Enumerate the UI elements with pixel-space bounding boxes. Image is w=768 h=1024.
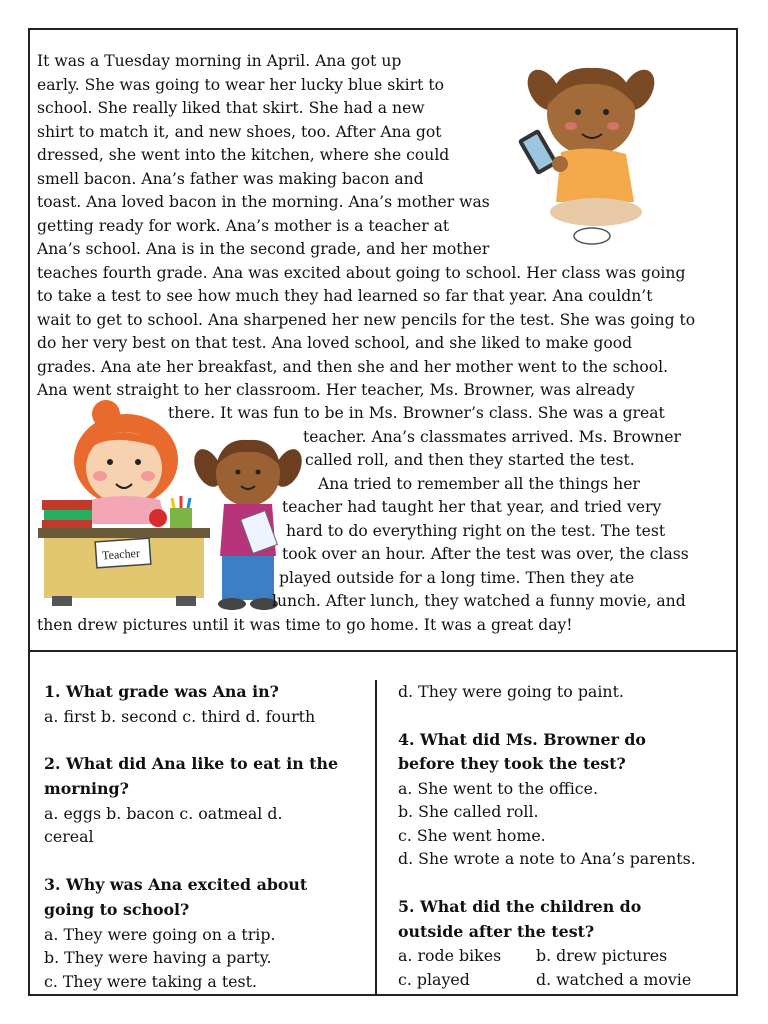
story-line: dressed, she went into the kitchen, where she could (37, 146, 450, 164)
question-3-option-b: b. They were having a party. (44, 948, 272, 967)
question-3-option-a: a. They were going on a trip. (44, 925, 276, 944)
story-line: took over an hour. After the test was over, the class (282, 545, 689, 563)
question-5-option-a: a. rode bikes (398, 946, 502, 965)
story-line: teacher had taught her that year, and tried very (282, 498, 662, 516)
question-3-option-c: c. They were taking a test. (44, 972, 257, 991)
question-5-option-d: d. watched a movie (536, 970, 692, 989)
story-line: then drew pictures until it was time to go home. It was a great day! (37, 616, 573, 634)
story-line: early. She was going to wear her lucky blue skirt to (37, 76, 444, 94)
story-line: school. She really liked that skirt. She had a new (37, 99, 425, 117)
question-4-option-b: b. She called roll. (398, 802, 539, 821)
story-line: to take a test to see how much they had learned so far that year. Ana couldn’t (37, 287, 653, 305)
question-5-cont: outside after the test? (398, 922, 595, 941)
story-line: shirt to match it, and new shoes, too. After Ana got (37, 123, 442, 141)
teacher-and-student-illustration (36, 400, 312, 612)
question-4-option-d: d. She wrote a note to Ana’s parents. (398, 849, 696, 868)
story-line: It was a Tuesday morning in April. Ana got up (37, 52, 402, 70)
story-line: smell bacon. Ana’s father was making bacon and (37, 170, 424, 188)
question-1-options: a. first b. second c. third d. fourth (44, 707, 316, 726)
girl-with-tablet-illustration (516, 52, 666, 252)
question-3-option-d: d. They were going to paint. (398, 682, 624, 701)
question-4-cont: before they took the test? (398, 754, 626, 773)
story-line: lunch. After lunch, they watched a funny movie, and (272, 592, 686, 610)
story-line: do her very best on that test. Ana loved school, and she liked to make good (37, 334, 633, 352)
question-2-cont: morning? (44, 779, 129, 798)
story-line: there. It was fun to be in Ms. Browner’s class. She was a great (168, 404, 665, 422)
question-2: 2. What did Ana like to eat in the (44, 754, 339, 773)
question-5: 5. What did the children do (398, 897, 642, 916)
question-5-option-b: b. drew pictures (536, 946, 668, 965)
story-line: toast. Ana loved bacon in the morning. Ana’s mother was (37, 193, 490, 211)
question-4-option-c: c. She went home. (398, 826, 546, 845)
question-1: 1. What grade was Ana in? (44, 682, 279, 701)
section-divider (30, 650, 736, 652)
question-4-option-a: a. She went to the office. (398, 779, 599, 798)
story-line: grades. Ana ate her breakfast, and then she and her mother went to the school. (37, 358, 669, 376)
story-line: getting ready for work. Ana’s mother is a teacher at (37, 217, 450, 235)
story-line: Ana went straight to her classroom. Her teacher, Ms. Browner, was already (37, 381, 635, 399)
question-4: 4. What did Ms. Browner do (398, 730, 646, 749)
column-divider (375, 680, 377, 994)
teacher-sign-text: Teacher (101, 545, 141, 563)
question-5-option-c: c. played (398, 970, 470, 989)
story-line: Ana’s school. Ana is in the second grade, and her mother (37, 240, 490, 258)
question-2-options: a. eggs b. bacon c. oatmeal d. (44, 804, 283, 823)
question-2-options-cont: cereal (44, 827, 94, 846)
question-3: 3. Why was Ana excited about (44, 875, 308, 894)
story-line: hard to do everything right on the test. The test (286, 522, 666, 540)
story-line: called roll, and then they started the test. (305, 451, 635, 469)
question-3-cont: going to school? (44, 900, 190, 919)
story-line: teacher. Ana’s classmates arrived. Ms. Browner (303, 428, 681, 446)
story-line: wait to get to school. Ana sharpened her new pencils for the test. She was going to (37, 311, 696, 329)
story-line: played outside for a long time. Then they ate (279, 569, 635, 587)
story-line: Ana tried to remember all the things her (318, 475, 640, 493)
story-line: teaches fourth grade. Ana was excited about going to school. Her class was going (37, 264, 686, 282)
